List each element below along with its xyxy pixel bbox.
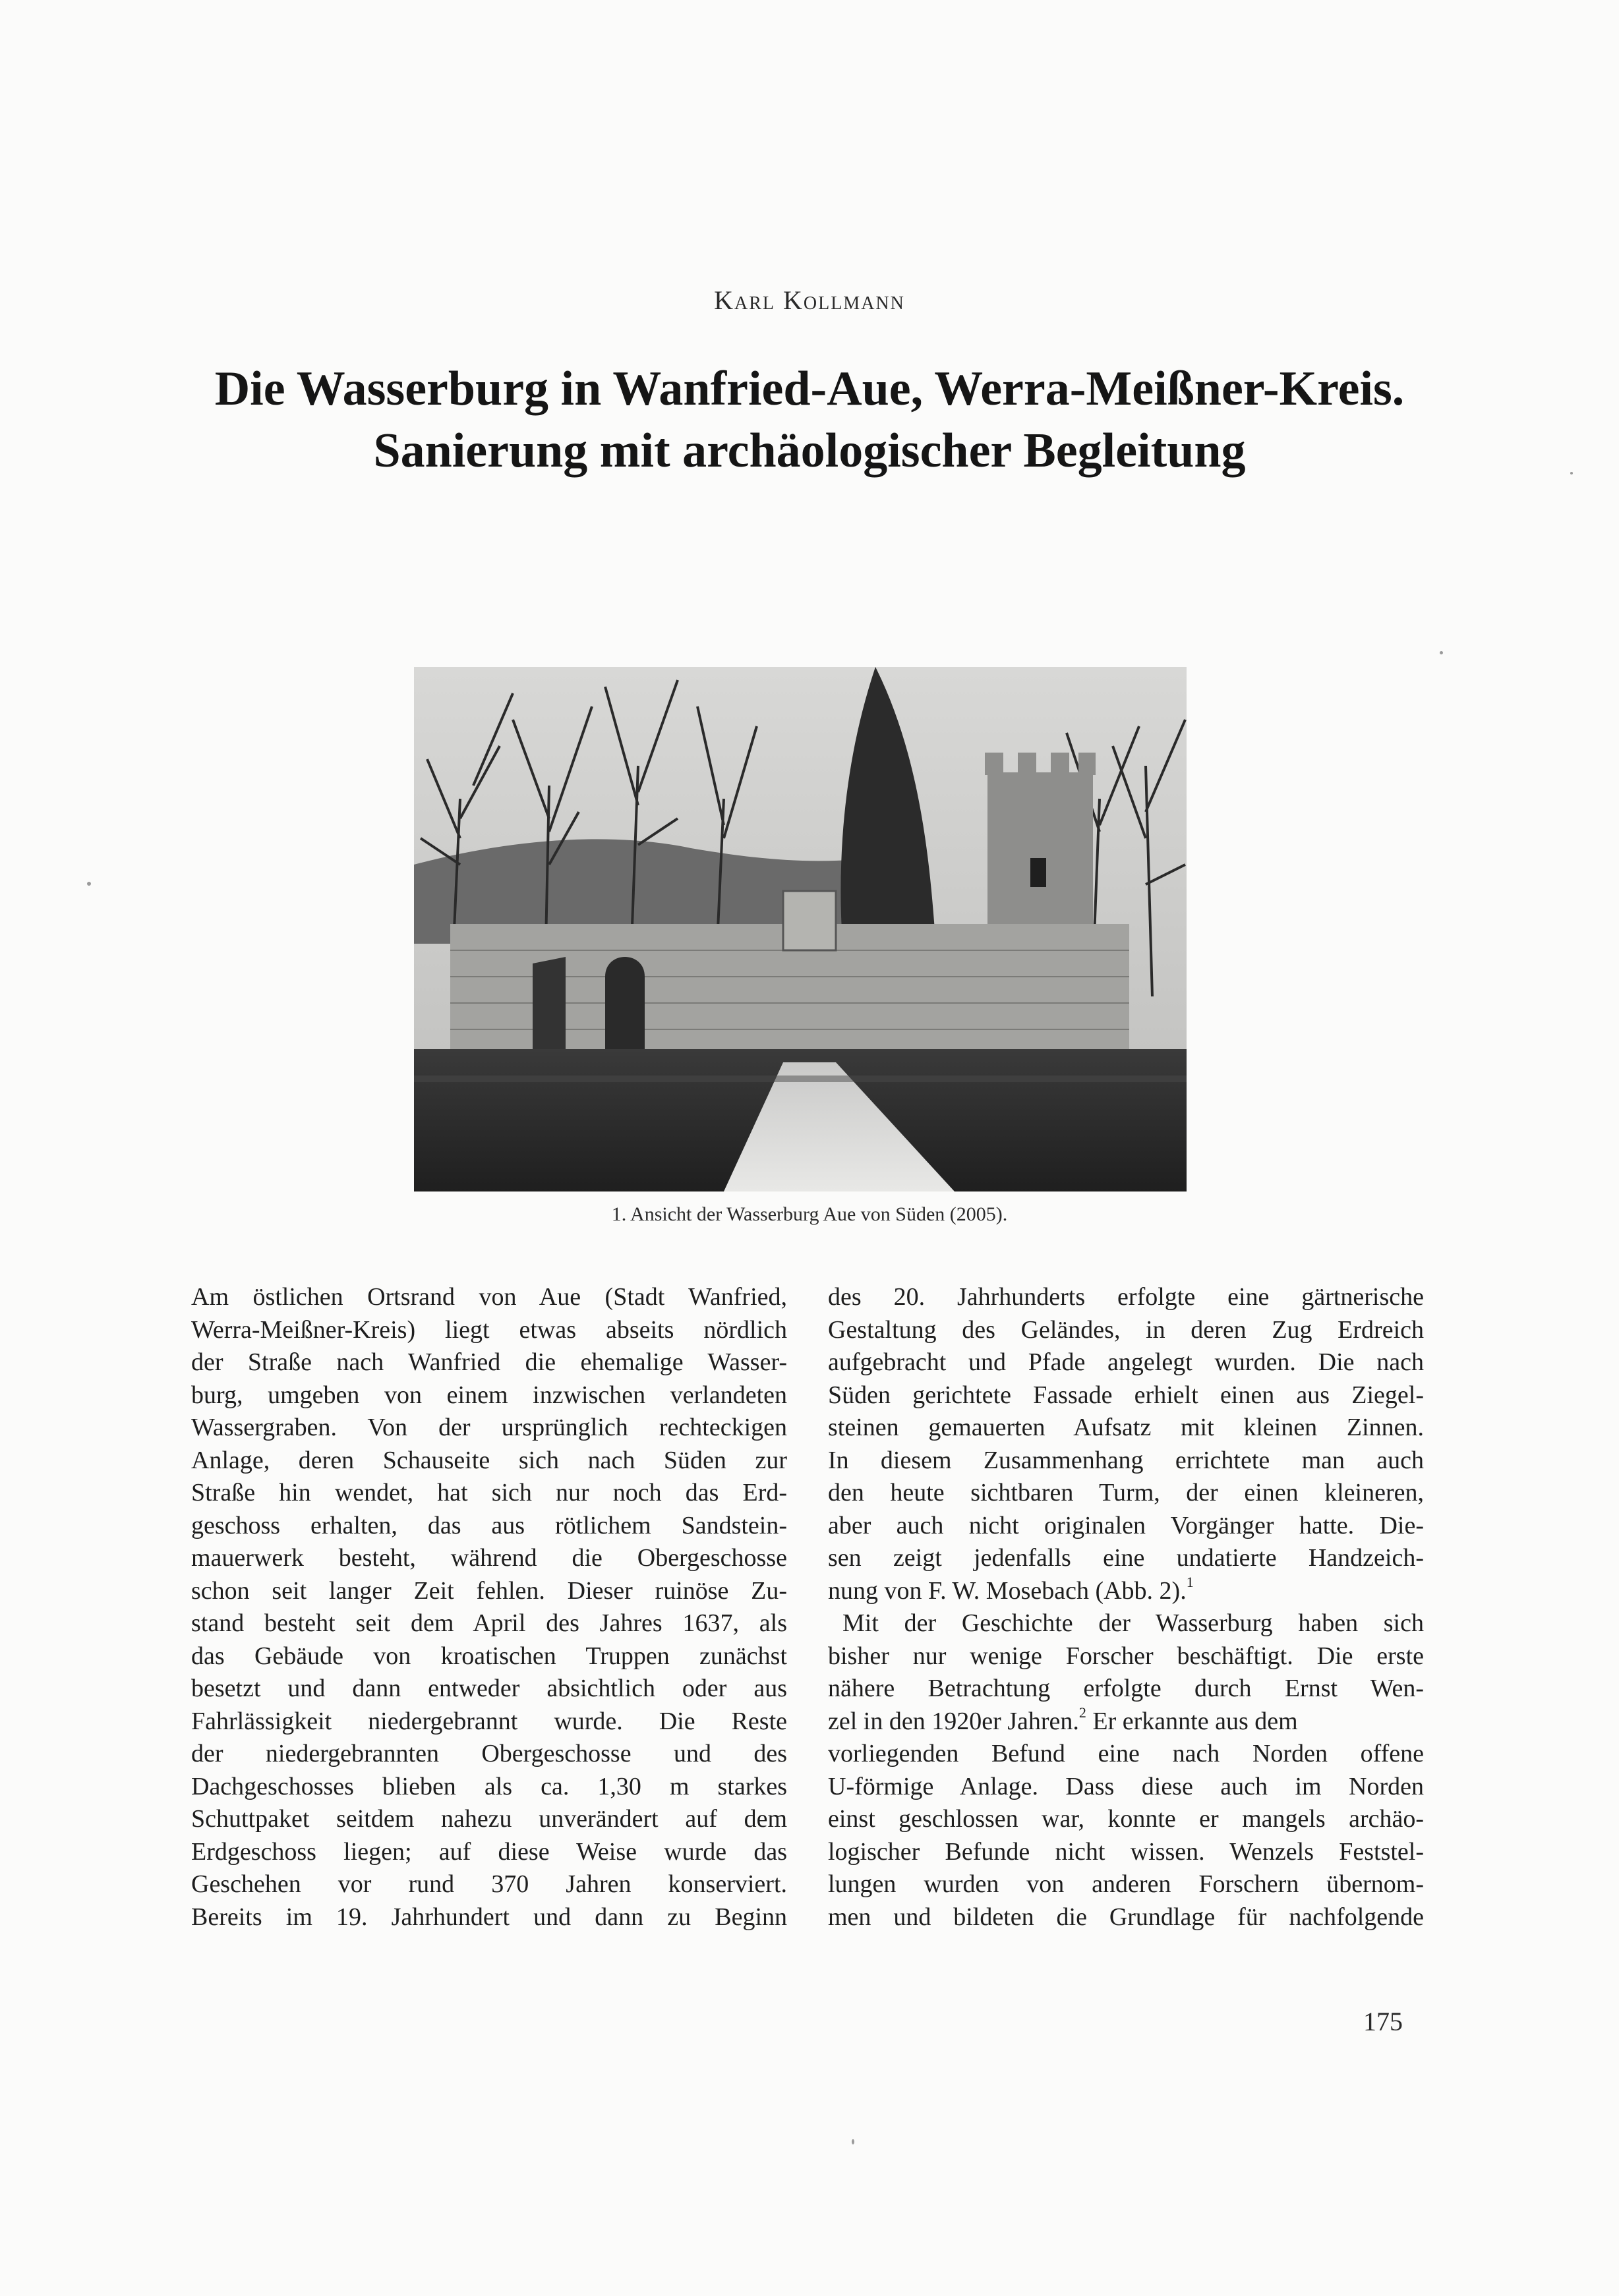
body-line: Schuttpaket seitdem nahezu unverändert auf dem <box>191 1805 787 1833</box>
body-line: des 20. Jahrhunderts erfolgte eine gärtnerische <box>828 1283 1424 1311</box>
body-line: Werra-Meißner-Kreis) liegt etwas abseits nördlich <box>191 1315 787 1344</box>
body-line: schon seit langer Zeit fehlen. Dieser ruinöse Zu- <box>191 1576 787 1605</box>
article-title-line-2: Sanierung mit archäologischer Begleitung <box>373 424 1246 478</box>
body-line: besetzt und dann entweder absichtlich oder aus <box>191 1675 787 1702</box>
scan-speck <box>1440 651 1443 654</box>
body-column-right <box>828 1281 1424 1934</box>
body-line: aber auch nicht originalen Vorgänger hatte. Die- <box>828 1511 1424 1539</box>
footnote-ref: 2 <box>1078 1704 1086 1721</box>
body-line: sen zeigt jedenfalls eine undatierte Handzeich- <box>828 1544 1424 1572</box>
body-line: Dachgeschosses blieben als ca. 1,30 m starkes <box>191 1772 787 1800</box>
body-line: der Straße nach Wanfried die ehemalige Wasser- <box>191 1348 787 1376</box>
body-line: U-förmige Anlage. Dass diese auch im Norden <box>828 1772 1424 1800</box>
body-line: nähere Betrachtung erfolgte durch Ernst Wen- <box>828 1675 1424 1702</box>
body-line-text: zel in den 1920er Jahren. <box>828 1707 1079 1735</box>
body-column-left <box>191 1281 787 1934</box>
author-name: Karl Kollmann <box>714 285 905 315</box>
scan-speck <box>1570 472 1573 474</box>
body-line: logischer Befunde nicht wissen. Wenzels Feststel- <box>828 1837 1424 1866</box>
body-line: Süden gerichtete Fassade erhielt einen aus Ziegel- <box>828 1381 1424 1409</box>
body-line: Mit der Geschichte der Wasserburg haben sich <box>842 1609 1424 1637</box>
body-line: Erdgeschoss liegen; auf diese Weise wurde das <box>191 1837 787 1866</box>
body-line: In diesem Zusammenhang errichtete man auch <box>828 1446 1424 1474</box>
scan-speck <box>852 2139 854 2144</box>
article-title-line-1: Die Wasserburg in Wanfried-Aue, Werra-Meißner-Kreis. <box>214 362 1405 416</box>
body-line: lungen wurden von anderen Forschern übernom- <box>828 1870 1424 1898</box>
body-line: das Gebäude von kroatischen Truppen zunächst <box>191 1642 787 1670</box>
figure-caption: 1. Ansicht der Wasserburg Aue von Süden (2005). <box>611 1203 1008 1225</box>
body-line: Wassergraben. Von der ursprünglich rechteckigen <box>191 1414 787 1441</box>
scan-speck <box>87 882 91 886</box>
body-line: men und bildeten die Grundlage für nachfolgende <box>828 1903 1424 1931</box>
body-line: mauerwerk besteht, während die Obergeschosse <box>191 1544 787 1572</box>
body-line: steinen gemauerten Aufsatz mit kleinen Zinnen. <box>828 1414 1424 1441</box>
body-line: Fahrlässigkeit niedergebrannt wurde. Die Reste <box>191 1707 787 1735</box>
body-line-text: nung von F. W. Mosebach (Abb. 2). <box>828 1576 1187 1605</box>
castle-photo-illustration <box>414 667 1187 1191</box>
body-line: den heute sichtbaren Turm, der einen kleineren, <box>828 1479 1424 1507</box>
body-line: bisher nur wenige Forscher beschäftigt. Die erste <box>828 1642 1424 1670</box>
page-number: 175 <box>1363 2007 1403 2036</box>
body-line: stand besteht seit dem April des Jahres 1637, als <box>191 1609 787 1637</box>
body-line: Am östlichen Ortsrand von Aue (Stadt Wanfried, <box>191 1283 787 1311</box>
body-line: aufgebracht und Pfade angelegt wurden. Die nach <box>828 1348 1424 1376</box>
body-line <box>828 1706 1424 1738</box>
body-line: Bereits im 19. Jahrhundert und dann zu Beginn <box>191 1903 787 1931</box>
footnote-ref: 1 <box>1186 1573 1194 1590</box>
body-line: geschoss erhalten, das aus rötlichem Sandstein- <box>191 1511 787 1539</box>
body-line: vorliegenden Befund eine nach Norden offene <box>828 1740 1424 1767</box>
body-line <box>828 1575 1424 1608</box>
figure-photo <box>414 667 1187 1191</box>
body-line: der niedergebrannten Obergeschosse und des <box>191 1740 787 1767</box>
body-line: Gestaltung des Geländes, in deren Zug Erdreich <box>828 1315 1424 1344</box>
body-line-text: Er erkannte aus dem <box>1086 1707 1298 1735</box>
body-line: Geschehen vor rund 370 Jahren konserviert. <box>191 1870 787 1898</box>
body-line: Anlage, deren Schauseite sich nach Süden zur <box>191 1446 787 1474</box>
body-line: Straße hin wendet, hat sich nur noch das Erd- <box>191 1479 787 1507</box>
body-line: einst geschlossen war, konnte er mangels archäo- <box>828 1805 1424 1833</box>
body-line: burg, umgeben von einem inzwischen verlandeten <box>191 1381 787 1409</box>
